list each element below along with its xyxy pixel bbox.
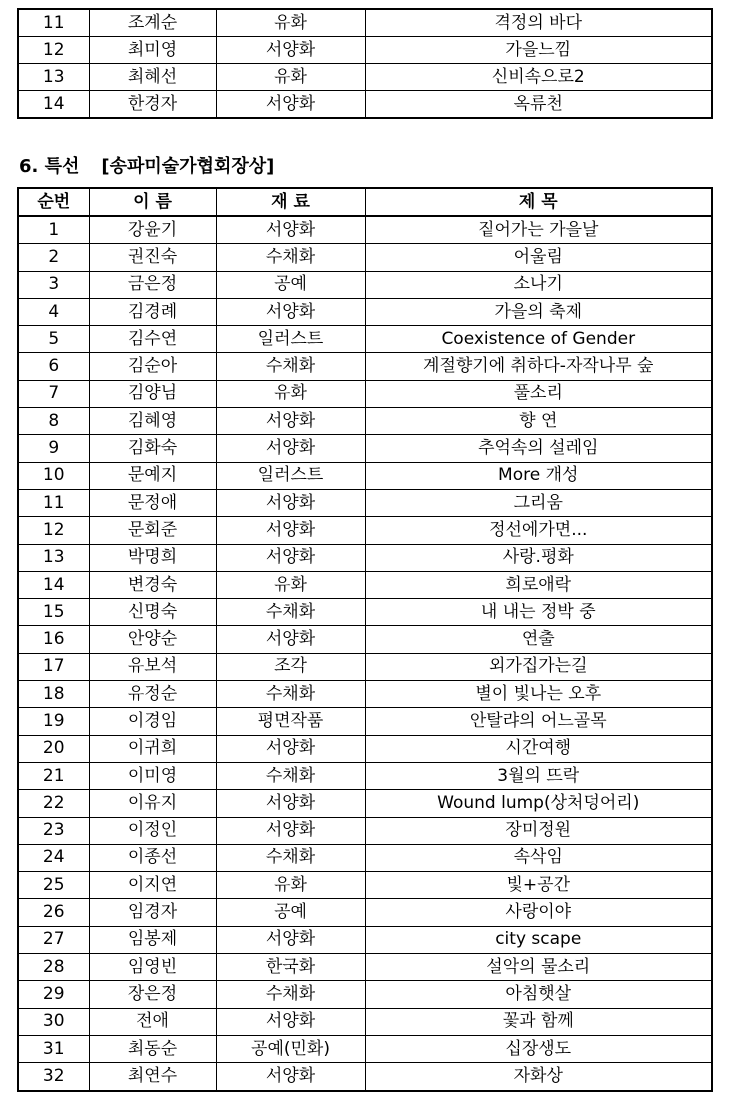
cell-material: 수채화 [216,244,365,271]
cell-number: 29 [18,981,89,1008]
cell-name: 한경자 [89,91,216,119]
cell-number: 32 [18,1063,89,1091]
cell-number: 20 [18,735,89,762]
cell-title: 내 내는 정박 중 [365,599,712,626]
table-row [18,353,712,380]
cell-number: 22 [18,790,89,817]
cell-title: 빛+공간 [365,872,712,899]
cell-material: 서양화 [216,926,365,953]
table-row [18,380,712,407]
cell-name: 유정순 [89,681,216,708]
special-award-body [18,216,712,1091]
cell-name: 전애 [89,1008,216,1035]
cell-title: 신비속으로2 [365,64,712,91]
cell-material: 수채화 [216,844,365,871]
cell-material: 서양화 [216,544,365,571]
cell-material: 서양화 [216,735,365,762]
table-row [18,435,712,462]
table-row [18,91,712,119]
cell-name: 이종선 [89,844,216,871]
cell-material: 서양화 [216,91,365,119]
table-row [18,681,712,708]
cell-title: 정선에가면... [365,517,712,544]
table-row [18,544,712,571]
cell-name: 이지연 [89,872,216,899]
table-row [18,817,712,844]
table-row [18,37,712,64]
cell-material: 일러스트 [216,326,365,353]
cell-material: 평면작품 [216,708,365,735]
cell-name: 안양순 [89,626,216,653]
cell-name: 최연수 [89,1063,216,1091]
table-row [18,9,712,37]
cell-material: 일러스트 [216,462,365,489]
cell-number: 23 [18,817,89,844]
cell-material: 공예(민화) [216,1035,365,1062]
cell-material: 서양화 [216,517,365,544]
cell-number: 17 [18,653,89,680]
table-row [18,1008,712,1035]
table-row [18,599,712,626]
table-row [18,64,712,91]
cell-name: 임경자 [89,899,216,926]
cell-name: 임봉제 [89,926,216,953]
cell-number: 30 [18,1008,89,1035]
table-row [18,1063,712,1091]
cell-title: 자화상 [365,1063,712,1091]
cell-name: 김양님 [89,380,216,407]
cell-number: 19 [18,708,89,735]
top-results-body [18,9,712,118]
table-row [18,626,712,653]
cell-material: 유화 [216,64,365,91]
cell-number: 16 [18,626,89,653]
cell-name: 이귀희 [89,735,216,762]
table-row [18,1035,712,1062]
table-row [18,271,712,298]
cell-title: 꽃과 함께 [365,1008,712,1035]
table-row [18,708,712,735]
header-title: 제 목 [365,188,712,216]
cell-material: 유화 [216,380,365,407]
table-row [18,408,712,435]
cell-number: 27 [18,926,89,953]
cell-material: 서양화 [216,298,365,325]
header-number: 순번 [18,188,89,216]
cell-number: 5 [18,326,89,353]
cell-name: 김혜영 [89,408,216,435]
cell-number: 12 [18,37,89,64]
cell-title: 시간여행 [365,735,712,762]
table-row [18,326,712,353]
cell-material: 서양화 [216,216,365,244]
cell-title: 별이 빛나는 오후 [365,681,712,708]
special-award-table [17,187,713,1092]
cell-name: 임영빈 [89,954,216,981]
cell-number: 14 [18,91,89,119]
table-row [18,762,712,789]
cell-title: 소나기 [365,271,712,298]
section-heading [19,152,274,178]
cell-title: Coexistence of Gender [365,326,712,353]
cell-title: Wound lump(상처덩어리) [365,790,712,817]
table-row [18,735,712,762]
cell-title: 3월의 뜨락 [365,762,712,789]
cell-number: 28 [18,954,89,981]
cell-title: 연출 [365,626,712,653]
top-results-table [17,8,713,119]
cell-material: 유화 [216,872,365,899]
cell-material: 수채화 [216,762,365,789]
cell-number: 13 [18,544,89,571]
cell-number: 4 [18,298,89,325]
cell-number: 8 [18,408,89,435]
cell-title: 외가집가는길 [365,653,712,680]
cell-name: 김경례 [89,298,216,325]
table-row [18,653,712,680]
cell-name: 유보석 [89,653,216,680]
cell-name: 이미영 [89,762,216,789]
cell-material: 서양화 [216,489,365,516]
cell-number: 15 [18,599,89,626]
cell-name: 이정인 [89,817,216,844]
table-row [18,489,712,516]
cell-name: 금은정 [89,271,216,298]
table-row [18,216,712,244]
table-row [18,981,712,1008]
header-material: 재 료 [216,188,365,216]
cell-name: 조계순 [89,9,216,37]
cell-name: 장은정 [89,981,216,1008]
table-row [18,571,712,598]
cell-number: 10 [18,462,89,489]
cell-title: 추억속의 설레임 [365,435,712,462]
table-row [18,872,712,899]
cell-name: 문예지 [89,462,216,489]
cell-title: 그리움 [365,489,712,516]
cell-material: 유화 [216,9,365,37]
cell-title: 가을의 축제 [365,298,712,325]
cell-title: 희로애락 [365,571,712,598]
cell-name: 문회준 [89,517,216,544]
cell-name: 문정애 [89,489,216,516]
cell-number: 1 [18,216,89,244]
cell-title: 설악의 물소리 [365,954,712,981]
table-row [18,244,712,271]
cell-name: 이유지 [89,790,216,817]
cell-name: 최동순 [89,1035,216,1062]
cell-title: 속삭임 [365,844,712,871]
cell-title: 풀소리 [365,380,712,407]
cell-material: 공예 [216,899,365,926]
cell-number: 18 [18,681,89,708]
table-row [18,926,712,953]
cell-number: 2 [18,244,89,271]
cell-material: 서양화 [216,626,365,653]
cell-number: 21 [18,762,89,789]
cell-material: 수채화 [216,981,365,1008]
cell-name: 최미영 [89,37,216,64]
cell-title: 아침햇살 [365,981,712,1008]
cell-number: 12 [18,517,89,544]
cell-title: 격정의 바다 [365,9,712,37]
cell-name: 최혜선 [89,64,216,91]
cell-title: 가을느낌 [365,37,712,64]
cell-title: 십장생도 [365,1035,712,1062]
cell-material: 수채화 [216,353,365,380]
cell-title: 어울림 [365,244,712,271]
cell-name: 변경숙 [89,571,216,598]
cell-title: 향 연 [365,408,712,435]
cell-number: 7 [18,380,89,407]
table-row [18,844,712,871]
cell-title: More 개성 [365,462,712,489]
cell-title: 계절향기에 취하다-자작나무 숲 [365,353,712,380]
cell-number: 11 [18,489,89,516]
cell-number: 31 [18,1035,89,1062]
cell-title: 짙어가는 가을날 [365,216,712,244]
cell-material: 공예 [216,271,365,298]
table-row [18,899,712,926]
cell-material: 서양화 [216,817,365,844]
cell-material: 서양화 [216,1063,365,1091]
cell-name: 김수연 [89,326,216,353]
section-number: 6. 특선 [19,156,80,177]
cell-title: 안탈랴의 어느골목 [365,708,712,735]
cell-number: 14 [18,571,89,598]
award-name: [송파미술가협회장상] [101,156,275,177]
cell-name: 권진숙 [89,244,216,271]
cell-material: 서양화 [216,435,365,462]
cell-material: 수채화 [216,681,365,708]
table-row [18,790,712,817]
cell-material: 조각 [216,653,365,680]
table-row [18,517,712,544]
cell-number: 3 [18,271,89,298]
table-row [18,954,712,981]
cell-name: 신명숙 [89,599,216,626]
cell-number: 26 [18,899,89,926]
cell-number: 24 [18,844,89,871]
cell-name: 김화숙 [89,435,216,462]
cell-material: 한국화 [216,954,365,981]
cell-name: 박명희 [89,544,216,571]
cell-number: 6 [18,353,89,380]
cell-name: 강윤기 [89,216,216,244]
cell-name: 이경임 [89,708,216,735]
cell-title: city scape [365,926,712,953]
cell-name: 김순아 [89,353,216,380]
cell-material: 서양화 [216,790,365,817]
cell-number: 25 [18,872,89,899]
table-row [18,462,712,489]
cell-title: 옥류천 [365,91,712,119]
cell-title: 사랑.평화 [365,544,712,571]
cell-material: 서양화 [216,37,365,64]
cell-number: 13 [18,64,89,91]
cell-material: 수채화 [216,599,365,626]
cell-material: 서양화 [216,408,365,435]
cell-material: 서양화 [216,1008,365,1035]
cell-title: 장미정원 [365,817,712,844]
cell-number: 9 [18,435,89,462]
cell-material: 유화 [216,571,365,598]
cell-title: 사랑이야 [365,899,712,926]
header-name: 이 름 [89,188,216,216]
table-row [18,298,712,325]
cell-number: 11 [18,9,89,37]
header-row [18,188,712,216]
